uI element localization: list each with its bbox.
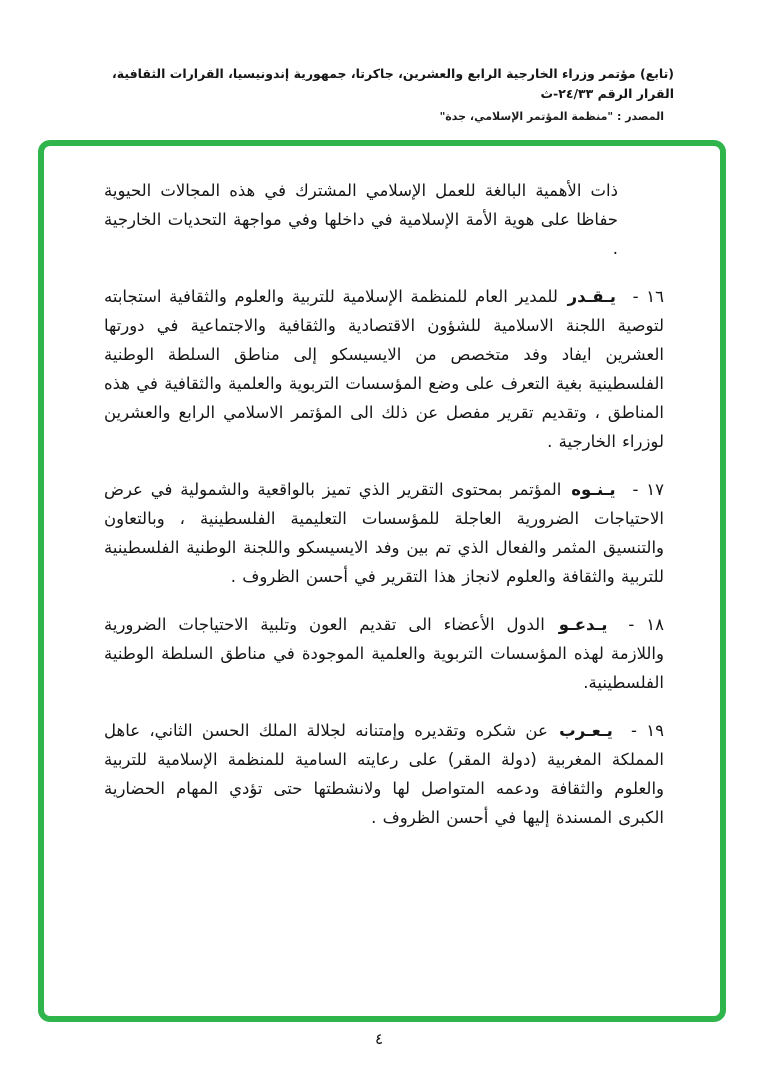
item-number: ١٩ - [631,721,665,740]
header-source: المصدر : "منظمة المؤتمر الإسلامي، جدة" [439,110,664,123]
resolution-item-16 [104,282,664,456]
item-number: ١٨ - [628,615,665,634]
item-number: ١٦ - [632,287,665,306]
item-text: المؤتمر بمحتوى التقرير الذي تميز بالواقعية والشمولية في عرض الاحتياجات الضرورية العاجلة للمؤسسات التعليمية الفلسطينية ، وبالتعاون والتنسيق المثمر والفعال الذي تم بين وفد الايسيسكو واللجنة الوطنية الفلسطينية للتربية والثقافة والعلوم لانجاز هذا التقرير في أحسن الظروف . [104,480,664,586]
header-title: (تابع) مؤتمر وزراء الخارجية الرابع والعشرين، جاكرتا، جمهورية إندونيسيا، القرارات الثقافية، القرار الرقم ٢٤/٣٣-ث [112,66,674,101]
item-lead-word: يـقـدر [567,287,616,306]
document-header [76,64,674,123]
item-lead-word: يـدعـو [558,615,608,634]
resolution-item-19 [104,716,664,832]
content-frame [38,140,726,1022]
item-number: ١٧ - [632,480,664,499]
intro-paragraph: ذات الأهمية البالغة للعمل الإسلامي المشترك في هذه المجالات الحيوية حفاظا على هوية الأمة الإسلامية في داخلها وفي مواجهة التحديات الخارجية . [104,181,618,258]
item-text: الدول الأعضاء الى تقديم العون وتلبية الاحتياجات الضرورية واللازمة لهذه المؤسسات التربوية والعلمية الموجودة في مناطق السلطة الوطنية الفلسطينية. [104,615,664,692]
item-lead-word: يـنـوه [571,480,616,499]
page-footer [0,1030,758,1048]
item-lead-word: يـعـرب [559,721,613,740]
item-text: عن شكره وتقديره وإمتنانه لجلالة الملك الحسن الثاني، عاهل المملكة المغربية (دولة المقر) على رعايته السامية للمنظمة الإسلامية للتربية والعلوم والثقافة ودعمه المتواصل لها ولانشطتها حتى تؤدي المهام الحضارية الكبرى المسندة إليها في أحسن الظروف . [104,721,664,827]
item-text: للمدير العام للمنظمة الإسلامية للتربية والعلوم والثقافية استجابته لتوصية اللجنة الاسلامية للشؤون الاقتصادية والثقافية والاجتماعية في دورتها العشرين ايفاد وفد متخصص من الايسيسكو إلى مناطق السلطة الوطنية الفلسطينية بغية التعرف على وضع المؤسسات التربوية والعلمية والثقافية في هذه المناطق ، وتقديم تقرير مفصل عن ذلك الى المؤتمر الاسلامي الرابع والعشرين لوزراء الخارجية . [104,287,664,451]
resolution-item-17 [104,475,664,591]
page-number: ٤ [374,1030,384,1048]
resolution-item-18 [104,610,664,697]
